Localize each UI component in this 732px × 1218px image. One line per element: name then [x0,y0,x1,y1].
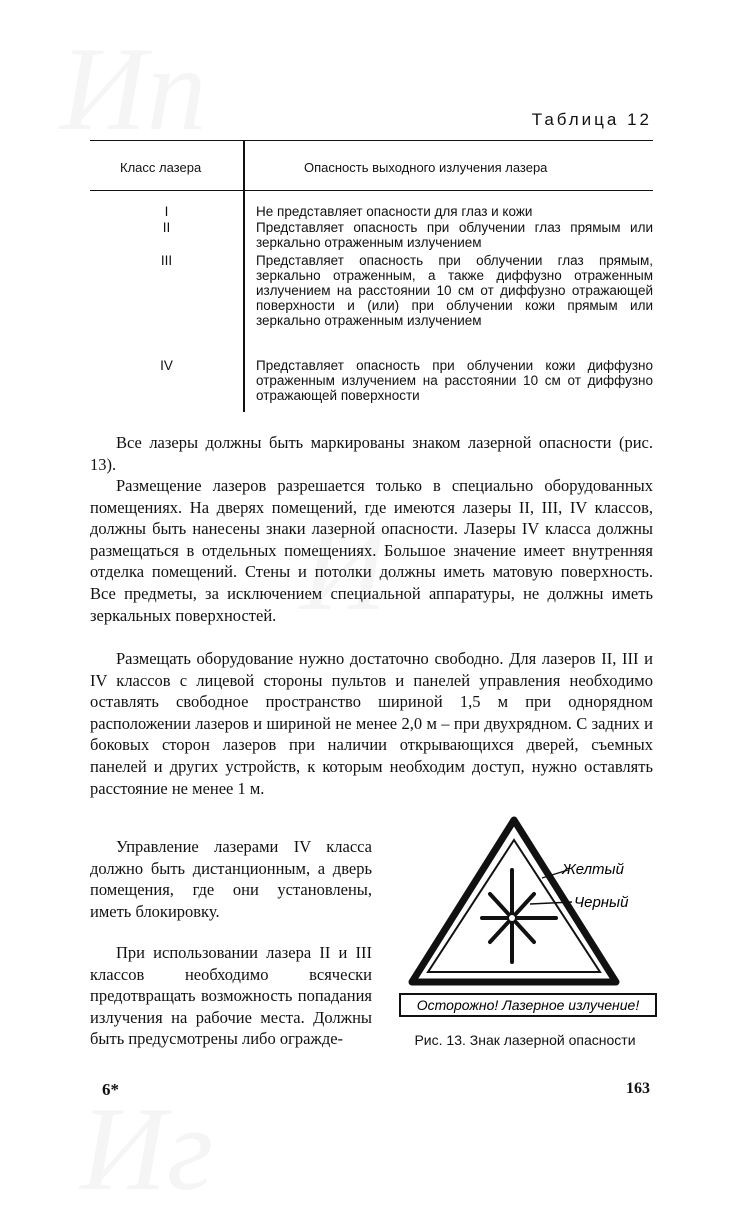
header-laser-class: Класс лазера [120,160,202,175]
row-desc-3: Представляет опасность при облучении глаз прямым, зеркально отраженным, а также диффузно отраженным излучением на расстоянии 10 см от диффузно отражающей поверхности и (или) при облучении кожи прямым или зеркально отраженным излучением [256,253,653,328]
table-header-rule [90,190,653,191]
starburst-center [509,915,515,921]
paragraph-marking: Все лазеры должны быть маркированы знаком лазерной опасности (рис. 13). [90,433,653,474]
header-danger: Опасность выходного излучения лазера [304,160,548,175]
figure-caption: Рис. 13. Знак лазерной опасности [414,1032,636,1048]
row-class-2: II [162,220,171,235]
warning-plate-text: Осторожно! Лазерное излучение! [416,997,640,1013]
watermark [80,1080,213,1218]
page-number: 163 [626,1080,650,1097]
row-desc-4: Представляет опасность при облучении кожи диффузно отраженным излучением на расстоянии 10 см от диффузно отражающей поверхности [256,358,653,403]
row-class-4: IV [160,358,173,373]
table-column-divider [243,140,245,412]
paragraph-workplaces: При использовании лазера II и III классов необходимо всячески предотвращать возможность попадания излучения на рабочие места. Должны быть предусмотрены либо огражде- [90,943,372,1049]
row-desc-2: Представляет опасность при облучении глаз прямым или зеркально отраженным излучением [256,220,653,250]
row-desc-1: Не представляет опасности для глаз и кожи [256,204,533,219]
signature-mark: 6* [102,1080,119,1099]
row-class-1: I [164,204,169,219]
watermark [60,20,207,158]
paragraph-placement: Размещение лазеров разрешается только в специально оборудованных помещениях. На дверях помещений, где имеются лазеры II, III, IV классов, должны быть нанесены знаки лазерной опасности. Лазеры IV класса должны размещаться в отдельных помещениях. Большое значение имеет внутренняя отделка помещений. Стены и потолки должны иметь матовую поверхность. Все предметы, за исключением специальной аппаратуры, не должны иметь зеркальных поверхностей. [90,476,653,625]
row-class-3: III [160,253,173,268]
paragraph-remote-control: Управление лазерами IV класса должно быть дистанционным, а дверь помещения, где они установлены, иметь блокировку. [90,837,372,921]
table-top-rule [90,140,653,141]
paragraph-equipment: Размещать оборудование нужно достаточно свободно. Для лазеров II, III и IV классов с лицевой стороны пультов и панелей управления необходимо оставлять свободное пространство шириной 1,5 м при однорядном расположении лазеров и шириной не менее 2,0 м – при двухрядном. С задних и боковых сторон лазеров при наличии открывающихся дверей, съемных панелей и других устройств, к которым необходим доступ, нужно оставлять расстояние не менее 1 м. [90,649,653,798]
starburst-icon [482,870,556,962]
label-black: Черный [574,894,629,911]
label-yellow: Желтый [562,861,624,878]
table-caption: Таблица 12 [531,110,652,129]
